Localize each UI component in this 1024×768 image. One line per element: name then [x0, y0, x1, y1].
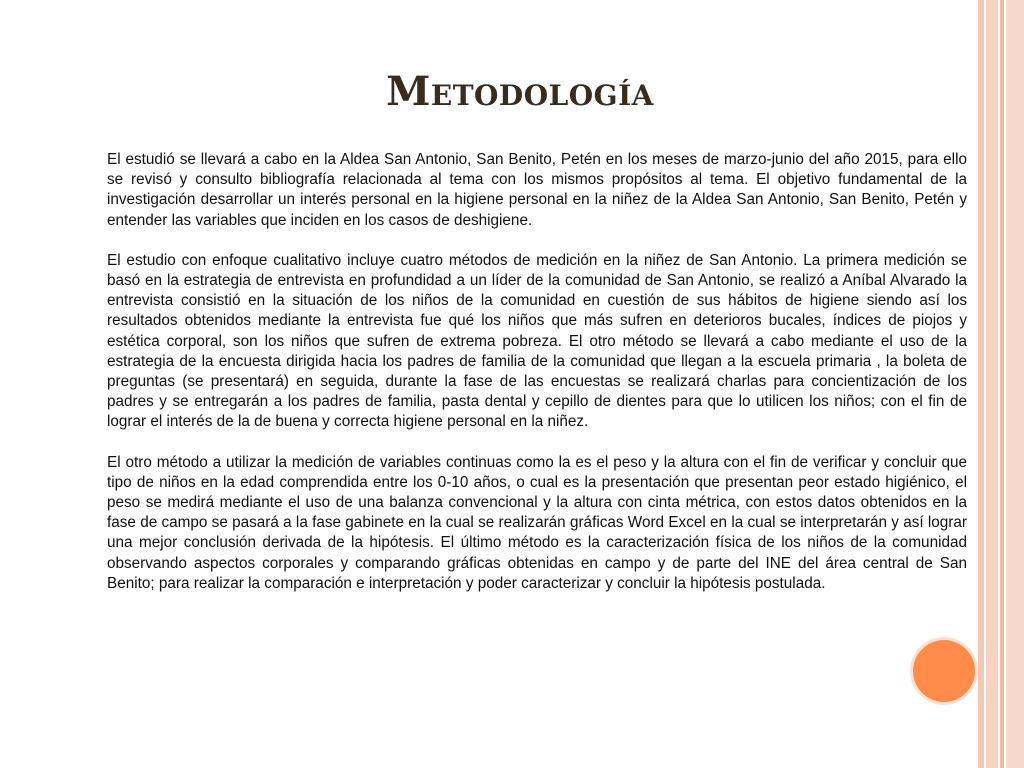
paragraph: El estudió se llevará a cabo en la Aldea San Antonio, San Benito, Petén en los meses de marzo-junio del año 2015, para ello se revisó y consulto bibliografía relacionada al tema con los mismos propósitos al tema. El objetivo fundamental de la investigación desarrollar un interés personal en la higiene personal en la niñez de la Aldea San Antonio, San Benito, Petén y entender las variables que inciden en los casos de deshigiene. [107, 151, 967, 229]
decorative-stripes [978, 0, 1024, 768]
paragraph: El otro método a utilizar la medición de variables continuas como la es el peso y la altura con el fin de verificar y concluir que tipo de niños en la edad comprendida entre los 0-10 años, o cual es la presentación que presentan peor estado higiénico, el peso se medirá mediante el uso de una balanza convencional y la altura con cinta métrica, con estos datos obtenidos en la fase de campo se pasará a la fase gabinete en la cual se realizarán gráficas Word Excel en la cual se interpretarán y así lograr una mejor conclusión derivada de la hipótesis. El último método es la caracterización física de los niños de la comunidad observando aspectos corporales y comparando gráficas obtenidas en campo y de parte del INE del área central de San Benito; para realizar la comparación e interpretación y poder caracterizar y concluir la hipótesis postulada. [107, 453, 967, 592]
decorative-circle [913, 640, 975, 702]
stripe [986, 0, 998, 768]
stripe [1006, 0, 1024, 768]
paragraph: El estudio con enfoque cualitativo incluye cuatro métodos de medición en la niñez de San Antonio. La primera medición se basó en la estrategia de entrevista en profundidad a un líder de la comunidad de San Antonio, se realizó a Aníbal Alvarado la entrevista consistió en la situación de los niños de la comunidad en cuestión de sus hábitos de higiene siendo así los resultados obtenidos mediante la entrevista fue qué los niños que más sufren en deterioros bucales, índices de piojos y estética corporal, son los niños que sufren de extrema pobreza. El otro método se llevará a cabo mediante el uso de la estrategia de la encuesta dirigida hacia los padres de familia de la comunidad que llegan a la escuela primaria , la boleta de preguntas (se presentará) en seguida, durante la fase de las encuestas se realizará charlas para concientización de los padres y se entregarán a los padres de familia, pasta dental y cepillo de dientes para que lo utilicen los niños; con el fin de lograr el interés de la de buena y correcta higiene personal en la niñez. [107, 251, 967, 431]
slide-body [107, 150, 967, 614]
slide-title: Metodología [386, 68, 654, 115]
stripe [978, 0, 984, 768]
stripe [1000, 0, 1004, 768]
